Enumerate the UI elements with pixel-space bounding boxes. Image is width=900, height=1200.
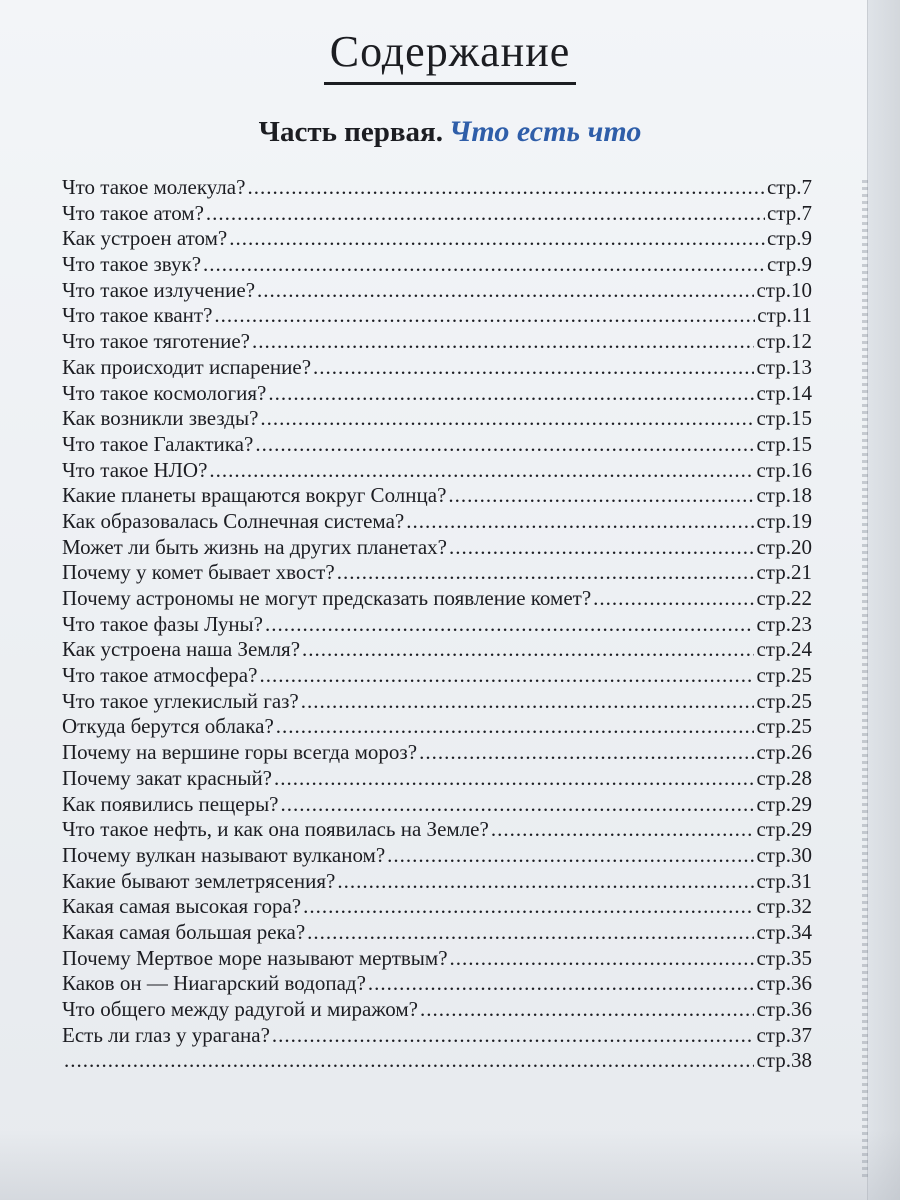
toc-entry-page: стр.36	[756, 997, 812, 1021]
toc-entry-title: Как появились пещеры?	[62, 791, 279, 816]
part-heading	[0, 112, 900, 152]
toc-entry	[62, 612, 812, 638]
toc-leader-dots	[387, 843, 754, 869]
toc-entry	[62, 432, 812, 458]
toc-entry-title: Что такое космология?	[62, 380, 267, 405]
toc-entry-page: стр.9	[766, 252, 812, 277]
toc-entry-page: стр.21	[756, 560, 812, 585]
toc-entry	[62, 175, 812, 201]
toc-entry-page: стр.7	[766, 200, 812, 225]
toc-entry-title: Что такое углекислый газ?	[62, 688, 299, 713]
toc-leader-dots	[203, 252, 765, 278]
toc-entry	[62, 997, 812, 1023]
toc-entry	[62, 535, 812, 561]
toc-leader-dots	[274, 766, 754, 792]
toc-entry-page: стр.15	[756, 431, 812, 456]
page-edge	[867, 0, 900, 1200]
toc-entry-title: Почему закат красный?	[62, 765, 272, 790]
toc-entry-title: Какая самая высокая гора?	[62, 894, 302, 919]
toc-leader-dots	[302, 637, 754, 663]
toc-entry-title: Почему вулкан называют вулканом?	[62, 842, 386, 867]
toc-leader-dots	[268, 381, 754, 407]
binding-stitches	[862, 180, 868, 1180]
toc-entry	[62, 740, 812, 766]
toc-leader-dots	[307, 920, 754, 946]
toc-entry-title: Почему на вершине горы всегда мороз?	[62, 740, 418, 765]
toc-leader-dots	[64, 1048, 754, 1074]
toc-leader-dots	[450, 946, 755, 972]
toc-entry-page: стр.29	[756, 817, 812, 842]
toc-entry-title: Какие бывают землетрясения?	[62, 868, 336, 893]
toc-entry	[62, 303, 812, 329]
toc-entry-page: стр.25	[756, 714, 812, 739]
page-title: Содержание	[324, 24, 577, 85]
toc-entry-title: Что такое Галактика?	[62, 431, 254, 456]
toc-leader-dots	[260, 406, 754, 432]
toc-entry	[62, 560, 812, 586]
toc-entry	[62, 817, 812, 843]
toc-entry-title: Что такое тяготение?	[62, 329, 251, 354]
toc-entry-page: стр.23	[756, 611, 812, 636]
toc-entry	[62, 792, 812, 818]
toc-entry-page: стр.20	[756, 534, 812, 559]
toc-entry-title: Может ли быть жизнь на других планетах?	[62, 534, 447, 559]
toc-leader-dots	[255, 432, 754, 458]
toc-entry-title: Каков он — Ниагарский водопад?	[62, 971, 366, 996]
toc-entry-title: Есть ли глаз у урагана?	[62, 1022, 270, 1047]
toc-leader-dots	[337, 869, 754, 895]
toc-entry	[62, 946, 812, 972]
toc-entry-page: стр.25	[756, 663, 812, 688]
toc-entry-title: Что такое НЛО?	[62, 457, 208, 482]
toc-entry-page: стр.9	[766, 226, 812, 251]
toc-leader-dots	[491, 817, 755, 843]
toc-entry	[62, 689, 812, 715]
toc-entry-title: Почему у комет бывает хвост?	[62, 560, 335, 585]
toc-entry-title: Откуда берутся облака?	[62, 714, 274, 739]
toc-entry-page: стр.7	[766, 175, 812, 199]
part-subtitle: Что есть что	[448, 115, 642, 148]
toc-entry	[62, 226, 812, 252]
toc-entry-title: Что общего между радугой и миражом?	[62, 997, 418, 1021]
toc-entry-page: стр.18	[756, 483, 812, 508]
toc-entry	[62, 663, 812, 689]
toc-entry-page: стр.15	[756, 406, 812, 431]
toc-entry-page: стр.25	[756, 688, 812, 713]
toc-entry-page: стр.10	[756, 277, 812, 302]
contents-heading	[0, 24, 900, 85]
toc-entry-title: Почему астрономы не могут предсказать появление комет?	[62, 586, 592, 610]
toc-entry	[62, 201, 812, 227]
toc-entry-page: стр.30	[756, 842, 812, 867]
toc-entry	[62, 381, 812, 407]
toc-leader-dots	[206, 201, 765, 227]
toc-entry	[62, 458, 812, 484]
toc-leader-dots	[313, 355, 754, 381]
toc-entry-title: Какая самая большая река?	[62, 919, 306, 944]
toc-entry	[62, 971, 812, 997]
toc-entry	[62, 843, 812, 869]
toc-entry-title: Что такое квант?	[62, 303, 213, 328]
toc-entry-page: стр.12	[756, 329, 812, 354]
toc-entry-page: стр.24	[756, 637, 812, 662]
toc-entry-title: Что такое фазы Луны?	[62, 611, 263, 636]
toc-entry-title: Как происходит испарение?	[62, 354, 312, 379]
toc-entry	[62, 586, 812, 612]
toc-entry	[62, 329, 812, 355]
toc-entry	[62, 869, 812, 895]
toc-entry-page: стр.28	[756, 765, 812, 790]
toc-leader-dots	[272, 1023, 755, 1049]
toc-entry	[62, 278, 812, 304]
toc-entry-page: стр.26	[756, 740, 812, 765]
toc-entry-title: Как возникли звезды?	[62, 406, 259, 431]
toc-entry-title: Какие планеты вращаются вокруг Солнца?	[62, 483, 447, 508]
toc-entry-title: Как устроена наша Земля?	[62, 637, 301, 662]
toc-entry	[62, 355, 812, 381]
toc-leader-dots	[214, 303, 755, 329]
toc-entry-page: стр.16	[756, 457, 812, 482]
toc-entry	[62, 766, 812, 792]
toc-entry-page: стр.32	[756, 894, 812, 919]
toc-entry-page: стр.31	[756, 868, 812, 893]
toc-leader-dots	[406, 509, 754, 535]
toc-entry	[62, 252, 812, 278]
toc-leader-dots	[419, 740, 754, 766]
toc-entry-title: Что такое излучение?	[62, 277, 256, 302]
toc-leader-dots	[301, 689, 755, 715]
toc-leader-dots	[259, 663, 754, 689]
toc-entry-title: Что такое молекула?	[62, 175, 246, 199]
toc-entry-page: стр.34	[756, 919, 812, 944]
toc-leader-dots	[265, 612, 754, 638]
toc-entry-title: Что такое атом?	[62, 200, 204, 225]
toc-entry-page: стр.37	[756, 1022, 812, 1047]
toc-leader-dots	[257, 278, 754, 304]
page-shadow	[0, 1130, 900, 1200]
toc-entry	[62, 637, 812, 663]
toc-leader-dots	[449, 535, 755, 561]
toc-entry-title: Что такое атмосфера?	[62, 663, 258, 688]
toc-entry	[62, 509, 812, 535]
toc-entry	[62, 406, 812, 432]
table-of-contents	[62, 175, 812, 1074]
toc-entry-title: Что такое нефть, и как она появилась на Земле?	[62, 817, 489, 842]
toc-entry-page: стр.22	[756, 586, 812, 610]
toc-entry-page: стр.19	[756, 508, 812, 533]
toc-entry	[62, 894, 812, 920]
toc-entry-page: стр.13	[756, 354, 812, 379]
toc-entry-page: стр.35	[756, 945, 812, 970]
toc-entry	[62, 1048, 812, 1074]
toc-entry	[62, 1023, 812, 1049]
toc-entry-title: Как устроен атом?	[62, 226, 228, 251]
toc-entry-page: стр.29	[756, 791, 812, 816]
toc-leader-dots	[209, 458, 754, 484]
toc-leader-dots	[252, 329, 754, 355]
toc-leader-dots	[593, 586, 754, 612]
toc-leader-dots	[368, 971, 755, 997]
toc-entry-title: Что такое звук?	[62, 252, 202, 277]
part-label: Часть первая.	[258, 116, 443, 148]
toc-leader-dots	[281, 792, 755, 818]
toc-leader-dots	[247, 175, 765, 201]
toc-entry-page: стр.36	[756, 971, 812, 996]
toc-entry-title: Почему Мертвое море называют мертвым?	[62, 945, 448, 970]
toc-leader-dots	[276, 714, 755, 740]
toc-entry-title: Как образовалась Солнечная система?	[62, 508, 405, 533]
toc-entry	[62, 920, 812, 946]
toc-entry-page: стр.14	[756, 380, 812, 405]
toc-leader-dots	[229, 226, 765, 252]
toc-leader-dots	[337, 560, 755, 586]
toc-leader-dots	[303, 894, 754, 920]
toc-entry	[62, 714, 812, 740]
toc-entry	[62, 483, 812, 509]
toc-entry-page: стр.11	[757, 303, 812, 328]
toc-leader-dots	[448, 483, 754, 509]
toc-leader-dots	[420, 997, 754, 1023]
toc-entry-page: стр.38	[756, 1048, 812, 1073]
